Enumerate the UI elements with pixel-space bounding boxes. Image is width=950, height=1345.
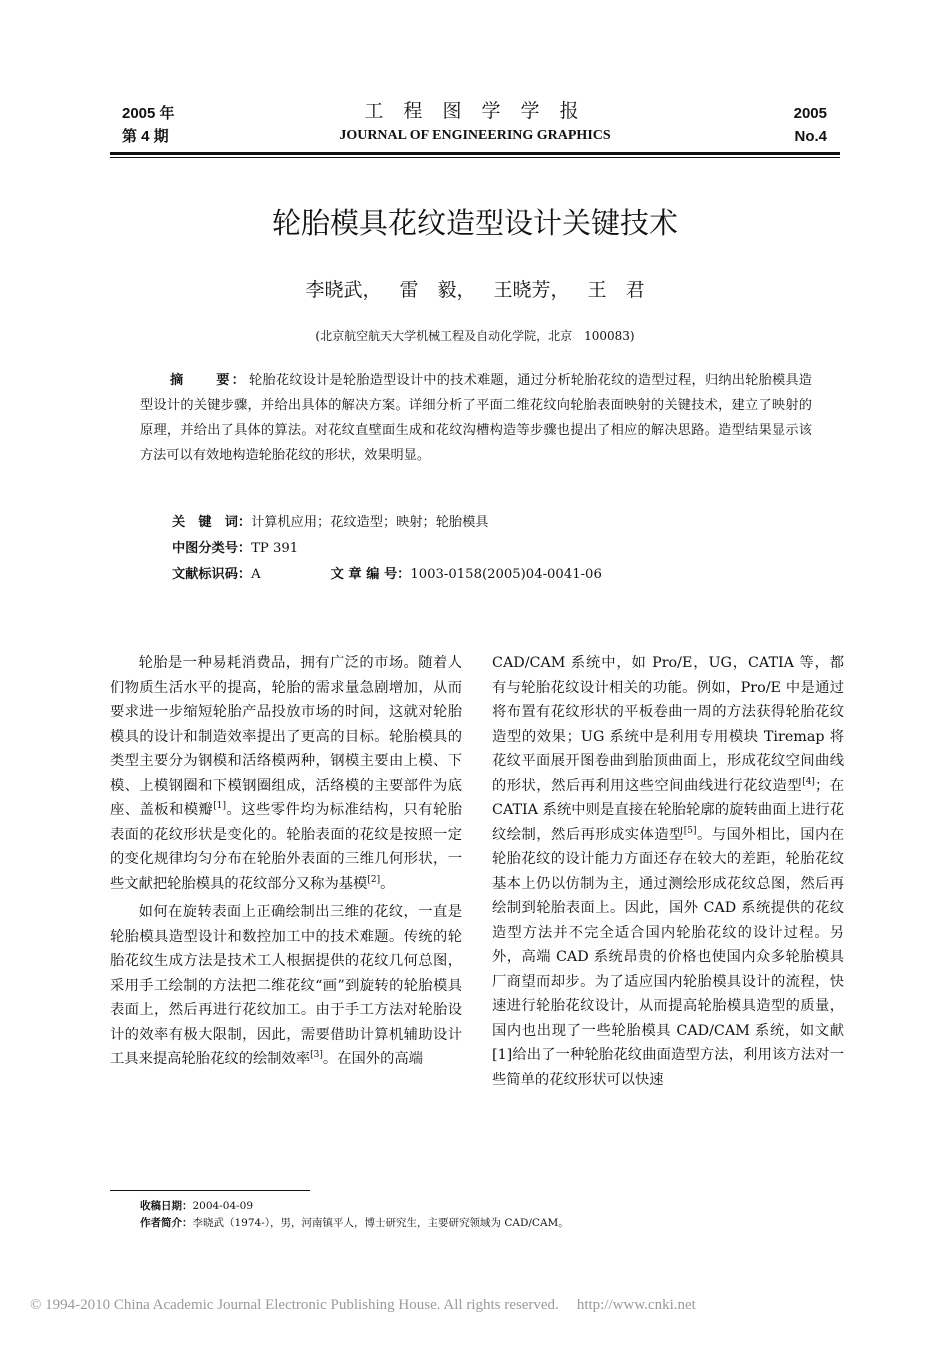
citation: [4]: [802, 776, 815, 787]
footnotes: [140, 1198, 569, 1232]
doc-code-label: 文献标识码：: [172, 567, 252, 582]
citation: [5]: [683, 825, 697, 836]
affiliation: (北京航空航天大学机械工程及自动化学院，北京 100083): [315, 329, 635, 343]
copyright-text: © 1994-2010 China Academic Journal Electronic Publishing House. All rights reserved.: [30, 1297, 559, 1313]
article-no: 1003-0158(2005)04-0041-06: [410, 567, 602, 582]
header-rule-thick: [110, 152, 840, 155]
article-meta: [172, 510, 602, 588]
paragraph: 轮胎是一种易耗消费品，拥有广泛的市场。随着人们物质生活水平的提高，轮胎的需求量急剧增加，从而要求进一步缩短轮胎产品投放市场的时间，这就对轮胎模具的设计和制造效率提出了更高的目标。轮胎模具的类型主要分为钢模和活络模两种，钢模主要由上模、下模、上模钢圈和下模钢圈组成，活络模的主要部件为底座、盖板和模瓣[1]。这些零件均为标准结构，只有轮胎表面的花纹形状是变化的。轮胎表面的花纹是按照一定的变化规律均匀分布在轮胎外表面的三维几何形状，一些文献把轮胎模具的花纹部分又称为基模[2]。: [110, 655, 462, 892]
header-year-right: 2005: [793, 105, 827, 122]
header-right: [794, 102, 827, 148]
header-issue: 第 4 期: [122, 128, 169, 145]
paragraph: 如何在旋转表面上正确绘制出三维的花纹，一直是轮胎模具造型设计和数控加工中的技术难题。传统的轮胎花纹生成方法是技术工人根据提供的花纹几何总图，采用手工绘制的方法把二维花纹“画”到旋转的轮胎模具表面上，然后再进行花纹加工。由于手工方法对轮胎设计的效率有极大限制，因此，需要借助计算机辅助设计工具来提高轮胎花纹的绘制效率[3]。在国外的高端: [110, 904, 462, 1067]
body-column-left: [110, 651, 462, 1072]
keywords: 计算机应用；花纹造型；映射；轮胎模具: [251, 515, 489, 530]
body-column-right: [492, 651, 844, 1092]
citation: [2]: [367, 874, 381, 885]
keywords-row: [172, 510, 602, 536]
clc-label: 中图分类号：: [172, 541, 252, 556]
doc-code: A: [251, 567, 261, 582]
clc-number: TP 391: [251, 541, 299, 556]
article-no-label: 文 章 编 号：: [330, 567, 411, 582]
author-list: 李晓武， 雷 毅， 王晓芳， 王 君: [305, 279, 645, 301]
clc-row: [172, 536, 602, 562]
keywords-label: 关 键 词：: [172, 515, 252, 530]
journal-title-en: JOURNAL OF ENGINEERING GRAPHICS: [339, 128, 611, 143]
abstract: [140, 368, 812, 468]
citation: [3]: [310, 1050, 323, 1061]
cnki-link[interactable]: http://www.cnki.net: [576, 1297, 696, 1313]
citation: [1]: [213, 801, 226, 812]
abstract-label: 摘 要：: [170, 373, 248, 388]
header-issue-right: No.4: [794, 128, 827, 145]
journal-title-cn: 工 程 图 学 学 报: [364, 100, 586, 122]
received-date: 收稿日期：2004-04-09: [140, 1200, 254, 1212]
abstract-text: 轮胎花纹设计是轮胎造型设计中的技术难题，通过分析轮胎花纹的造型过程，归纳出轮胎模具造型设计的关键步骤，并给出具体的解决方案。详细分析了平面二维花纹向轮胎表面映射的关键技术，建立了映射的原理，并给出了具体的算法。对花纹直壁面生成和花纹沟槽构造等步骤也提出了相应的解决思路。造型结果显示该方法可以有效地构造轮胎花纹的形状，效果明显。: [140, 373, 812, 463]
footnote-rule: [110, 1190, 310, 1191]
header-rule-thin: [110, 157, 840, 158]
author-bio: 作者简介：李晓武（1974-），男，河南镇平人，博士研究生，主要研究领域为 CAD/CAM。: [140, 1217, 569, 1229]
doc-code-row: [172, 562, 602, 588]
copyright-line: [30, 1297, 930, 1314]
header-year: 2005 年: [122, 105, 175, 122]
paragraph: CAD/CAM 系统中，如 Pro/E，UG，CATIA 等，都有与轮胎花纹设计相关的功能。例如，Pro/E 中是通过将布置有花纹形状的平板卷曲一周的方法获得轮胎花纹造型的效果；UG 系统中是利用专用模块 Tiremap 将花纹平面展开图卷曲到胎顶曲面上，形成花纹空间曲线的形状，然后再利用这些空间曲线进行花纹造型[4]；在 CATIA 系统中则是直接在轮胎轮廓的旋转曲面上进行花纹绘制，然后再形成实体造型[5]。与国外相比，国内在轮胎花纹的设计能力方面还存在较大的差距，轮胎花纹基本上仍以仿制为主，通过测绘形成花纹总图，然后再绘制到轮胎表面上。因此，国外 CAD 系统提供的花纹造型方法并不完全适合国内轮胎花纹的设计过程。另外，高端 CAD 系统昂贵的价格也使国内众多轮胎模具厂商望而却步。为了适应国内轮胎模具设计的流程，快速进行轮胎花纹设计，从而提高轮胎模具造型的质量，国内也出现了一些轮胎模具 CAD/CAM 系统，如文献[1]给出了一种轮胎花纹曲面造型方法，利用该方法对一些简单的花纹形状可以快速: [492, 655, 845, 1088]
paper-title: 轮胎模具花纹造型设计关键技术: [271, 206, 678, 240]
